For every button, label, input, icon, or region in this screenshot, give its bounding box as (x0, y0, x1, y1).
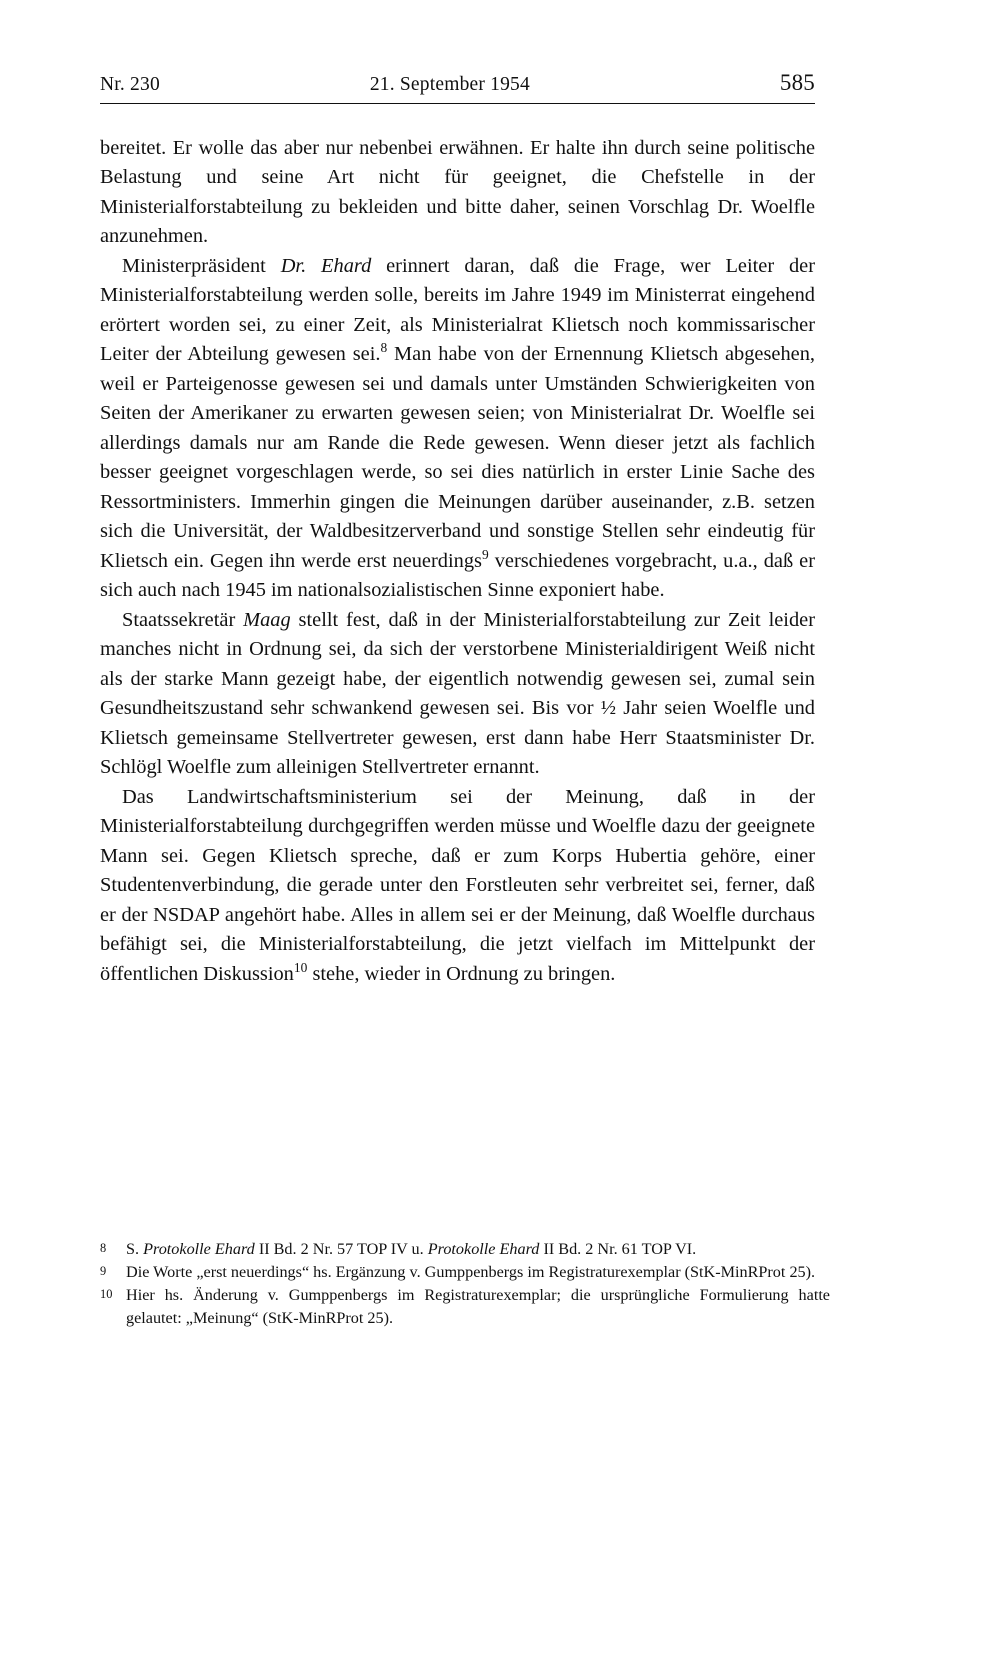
paragraph-3-text: stellt fest, daß in der Ministerialforstabteilung zur Zeit leider manches nicht in Ordnung sei, da sich der verstorbene Ministerialdirigent Weiß nicht als der starke Mann gezeigt habe, der eigentlich notwendig gewesen sei, zumal sein Gesundheitszustand sehr schwankend gewesen sei. Bis vor ½ Jahr seien Woelfle und Klietsch gemeinsame Stellvertreter gewesen, erst dann habe Herr Staatsminister Dr. Schlögl Woelfle zum alleinigen Stellvertreter ernannt. (100, 608, 815, 779)
running-head (100, 70, 815, 104)
paragraph-2-speaker-name: Dr. Ehard (280, 254, 372, 277)
paragraph-3-lead: Staatssekretär (122, 608, 244, 631)
body-text (100, 134, 815, 989)
footnote-title-1: Protokolle Ehard (143, 1240, 255, 1258)
paragraph-2-text-2: Man habe von der Ernennung Klietsch abgesehen, weil er Parteigenosse gewesen sei und damals unter Umständen Schwierigkeiten von Seiten der Amerikaner zu erwarten gewesen seien; von Ministerialrat Dr. Woelfle sei allerdings damals nur am Rande die Rede gewesen. Wenn dieser jetzt als fachlich besser geeignet vorgeschlagen werde, so sei dies natürlich in erster Linie Sache des Ressortministers. Immerhin gingen die Meinungen darüber auseinander, z.B. setzen sich die Universität, der Waldbesitzerverband und sonstige Stellen sehr eindeutig für Klietsch ein. Gegen ihn werde erst neuerdings (100, 343, 815, 572)
footnote-text (126, 1238, 830, 1260)
footnote-ref-8[interactable]: 8 (380, 340, 388, 356)
paragraph-4-text-2: stehe, wieder in Ordnung zu bringen. (307, 962, 616, 985)
paragraph-3-speaker-name: Maag (243, 608, 291, 631)
running-head-date: 21. September 1954 (369, 74, 530, 95)
footnotes-section (100, 1238, 830, 1330)
paragraph-1 (100, 134, 815, 252)
paragraph-3 (100, 606, 815, 783)
footnote-ref-10[interactable]: 10 (293, 959, 308, 975)
footnote-item (100, 1284, 830, 1328)
footnote-text-pre: S. (126, 1240, 144, 1258)
paragraph-1-text: bereitet. Er wolle das aber nur nebenbei erwähnen. Er halte ihn durch seine politische Belastung und seine Art nicht für geeignet, die Chefstelle in der Ministerialforstabteilung zu bekleiden und bitte daher, seinen Vorschlag Dr. Woelfle anzunehmen. (100, 137, 815, 248)
paragraph-4-text: Das Landwirtschaftsministerium sei der Meinung, daß in der Ministerialforstabteilung durchgegriffen werden müsse und Woelfle dazu der geeignete Mann sei. Gegen Klietsch spreche, daß er zum Korps Hubertia gehöre, einer Studentenverbindung, die gerade unter den Forstleuten sehr verbreitet sei, ferner, daß er der NSDAP angehört habe. Alles in allem sei er der Meinung, daß Woelfle durchaus befähigt sei, die Ministerialforstabteilung, die jetzt vielfach im Mittelpunkt der öffentlichen Diskussion (100, 785, 815, 985)
footnote-title-2: Protokolle Ehard (427, 1240, 540, 1258)
paragraph-2 (100, 252, 815, 606)
footnote-item (100, 1238, 830, 1260)
paragraph-2-lead: Ministerpräsident (122, 254, 281, 277)
paragraph-2-text-3: verschiedenes vorgebracht, u.a., daß er sich auch nach 1945 im nationalsozialistischen Sinne exponiert habe. (100, 549, 815, 602)
footnote-ref-9[interactable]: 9 (481, 546, 489, 562)
paragraph-4 (100, 783, 815, 989)
page-number: 585 (779, 70, 815, 95)
footnote-number: 9 (100, 1264, 107, 1279)
paragraph-2-text: erinnert daran, daß die Frage, wer Leiter der Ministerialforstabteilung werden solle, bereits im Jahre 1949 im Ministerrat eingehend erörtert worden sei, zu einer Zeit, als Ministerialrat Klietsch noch kommissarischer Leiter der Abteilung gewesen sei. (100, 254, 816, 366)
footnote-text-post: II Bd. 2 Nr. 61 TOP VI. (539, 1240, 697, 1258)
footnote-text-mid: II Bd. 2 Nr. 57 TOP IV u. (254, 1240, 428, 1258)
footnote-item (100, 1261, 830, 1283)
footnote-text: Hier hs. Änderung v. Gumppenbergs im Registraturexemplar; die ursprüngliche Formulierung hatte gelautet: „Meinung“ (StK-MinRProt 25). (126, 1286, 830, 1327)
footnote-number: 8 (100, 1241, 107, 1255)
page-content (100, 70, 815, 989)
footnote-number: 10 (100, 1287, 113, 1302)
footnote-text: Die Worte „erst neuerdings“ hs. Ergänzung v. Gumppenbergs im Registraturexemplar (StK-MinRProt 25). (126, 1263, 816, 1282)
running-head-document-number: Nr. 230 (100, 74, 160, 95)
